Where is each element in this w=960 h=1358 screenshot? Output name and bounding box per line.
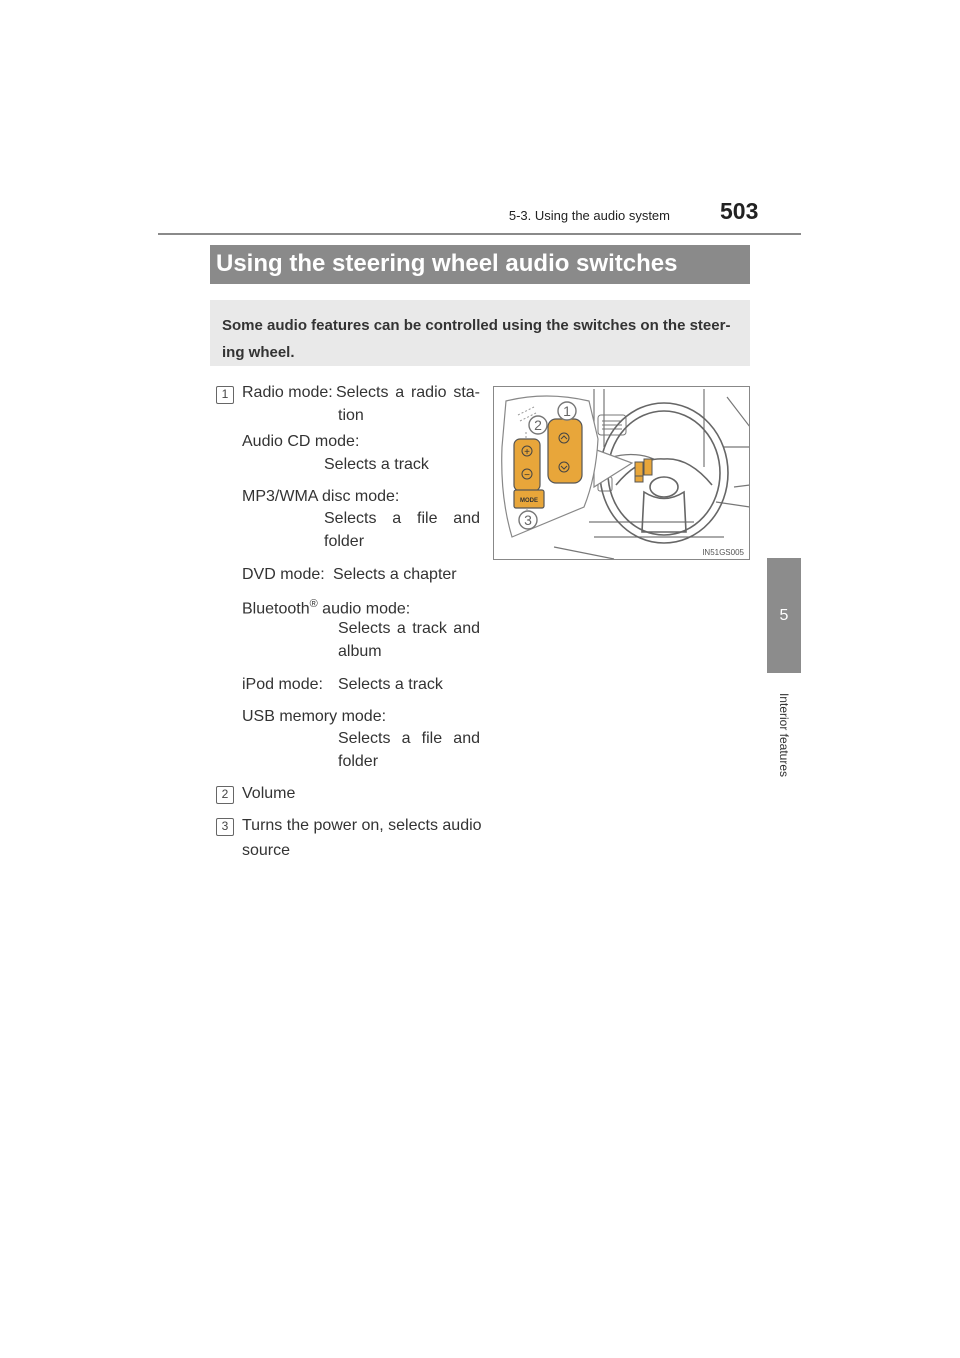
bluetooth-word: Bluetooth [242, 600, 310, 618]
page-number: 503 [720, 198, 759, 224]
power-text-2: source [242, 842, 291, 859]
minus-glyph: − [524, 470, 530, 481]
dvd-mode-desc: Selects a chapter [333, 566, 457, 583]
ipod-mode-label: iPod mode: [242, 676, 323, 693]
steering-wheel-illustration [494, 387, 750, 560]
radio-mode-desc-2: tion [338, 407, 364, 424]
dvd-mode-label: DVD mode: [242, 566, 325, 583]
registered-mark: ® [309, 598, 318, 610]
cd-mode-label: Audio CD mode: [242, 433, 360, 450]
wheel-switch-small [635, 459, 652, 482]
section-title: Using the steering wheel audio switches [216, 250, 678, 277]
usb-mode-desc-2: folder [338, 753, 379, 770]
callout-3: 3 [524, 512, 532, 528]
figure-code: IN51GS005 [702, 548, 744, 557]
section-header: 5-3. Using the audio system [508, 208, 670, 223]
callout-2: 2 [534, 417, 542, 433]
mode-label: MODE [520, 498, 538, 504]
bluetooth-label-rest: audio mode: [317, 600, 411, 618]
zoom-inset [502, 396, 598, 537]
radio-mode-label: Radio mode: [242, 384, 333, 401]
chapter-label: Interior features [777, 692, 791, 778]
intro-line-1: Some audio features can be controlled using the switches on the steer- [222, 317, 731, 334]
intro-line-2: ing wheel. [222, 344, 295, 361]
item-number-3: 3 [216, 818, 234, 836]
plus-glyph: + [524, 447, 530, 458]
radio-mode-desc-1: Selects a radio sta- [336, 384, 480, 401]
volume-text: Volume [242, 785, 296, 802]
ipod-mode-desc: Selects a track [338, 676, 443, 693]
usb-mode-desc-1: Selects a file and [338, 730, 480, 747]
bluetooth-mode-desc-2: album [338, 643, 382, 660]
header-rule [158, 233, 801, 235]
item-number-2: 2 [216, 786, 234, 804]
chapter-number: 5 [779, 606, 789, 624]
steering-wheel-figure [493, 386, 750, 560]
intro-box [210, 300, 750, 366]
power-text-1: Turns the power on, selects audio [242, 817, 482, 834]
bluetooth-mode-desc-1: Selects a track and [338, 620, 480, 637]
chapter-label-wrap [771, 680, 797, 790]
mp3-mode-desc-1: Selects a file and [324, 510, 480, 527]
usb-mode-label: USB memory mode: [242, 708, 387, 725]
bluetooth-mode-label [242, 598, 410, 618]
item-number-1: 1 [216, 386, 234, 404]
cd-mode-desc: Selects a track [324, 456, 429, 473]
mp3-mode-label: MP3/WMA disc mode: [242, 488, 400, 505]
chapter-tab [767, 558, 801, 673]
callout-1: 1 [563, 403, 571, 419]
mp3-mode-desc-2: folder [324, 533, 365, 550]
